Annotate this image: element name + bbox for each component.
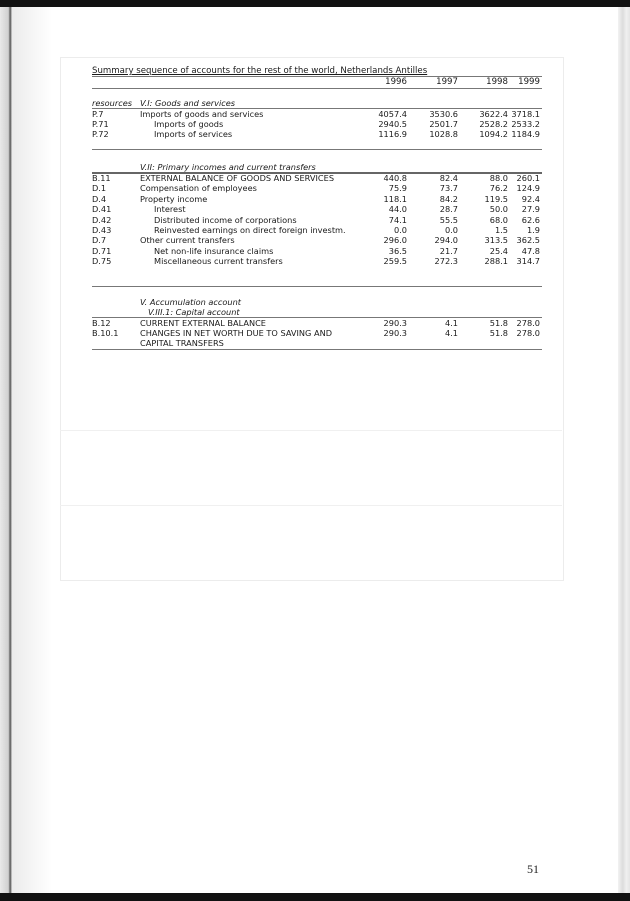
cell-1997: 4.1 — [444, 328, 458, 338]
table-bottom-rule — [92, 349, 542, 350]
row-code: D.1 — [92, 183, 107, 194]
bleed-through-line — [60, 430, 562, 431]
table-row — [92, 204, 542, 214]
cell-1997: 73.7 — [439, 183, 458, 194]
row-label: Property income — [140, 193, 208, 204]
cell-1997: 2501.7 — [429, 119, 458, 129]
row-label: Interest — [154, 204, 186, 215]
row-code: D.7 — [92, 235, 107, 246]
cell-1998: 51.8 — [489, 318, 508, 328]
row-label: Imports of goods — [154, 119, 224, 129]
table-row — [92, 109, 542, 119]
row-code: P.71 — [92, 119, 109, 129]
subsection-heading-row — [92, 307, 542, 317]
cell-1997: 0.0 — [444, 225, 458, 235]
row-label: CHANGES IN NET WORTH DUE TO SAVING AND — [140, 328, 333, 338]
cell-1996: 4057.4 — [378, 109, 407, 119]
table-row — [92, 173, 542, 183]
cell-1998: 1.5 — [494, 225, 508, 235]
subsection-heading: V.III.1: Capital account — [148, 307, 240, 317]
row-code: B.11 — [92, 173, 111, 183]
bleed-through-line — [60, 505, 562, 506]
row-code: D.71 — [92, 245, 112, 256]
header-rule — [92, 88, 542, 89]
cell-1999: 1184.9 — [511, 129, 540, 139]
row-label: EXTERNAL BALANCE OF GOODS AND SERVICES — [140, 173, 335, 183]
cell-1997: 272.3 — [434, 256, 458, 267]
row-code: D.41 — [92, 204, 112, 215]
cell-1996: 74.1 — [388, 214, 407, 225]
row-label: Distributed income of corporations — [154, 214, 297, 225]
page-edge — [618, 7, 630, 893]
cell-1996: 0.0 — [393, 225, 407, 235]
row-label: CAPITAL TRANSFERS — [140, 338, 224, 348]
cell-1999: 278.0 — [516, 328, 540, 338]
row-label: Reinvested earnings on direct foreign investm. — [154, 225, 346, 235]
cell-1997: 55.5 — [439, 214, 458, 225]
cell-1996: 290.3 — [383, 318, 407, 328]
row-code: B.12 — [92, 318, 111, 328]
row-label: Other current transfers — [140, 235, 235, 246]
cell-1998: 68.0 — [489, 214, 508, 225]
cell-1999: 2533.2 — [511, 119, 540, 129]
cell-1998: 25.4 — [489, 245, 508, 256]
row-code: D.42 — [92, 214, 112, 225]
cell-1997: 21.7 — [439, 245, 458, 256]
table-row — [92, 129, 542, 139]
cell-1999: 62.6 — [521, 214, 540, 225]
section-heading: V.II: Primary incomes and current transfers — [140, 162, 316, 172]
cell-1996: 1116.9 — [378, 129, 407, 139]
cell-1999: 27.9 — [521, 204, 540, 215]
table-row — [92, 246, 542, 256]
cell-1999: 47.8 — [521, 245, 540, 256]
cell-1998: 1094.2 — [479, 129, 508, 139]
cell-1998: 313.5 — [484, 235, 508, 246]
cell-1996: 290.3 — [383, 328, 407, 338]
cell-1996: 296.0 — [383, 235, 407, 246]
table-row — [92, 215, 542, 225]
cell-1996: 118.1 — [383, 193, 407, 204]
cell-1996: 44.0 — [388, 204, 407, 215]
cell-1997: 1028.8 — [429, 129, 458, 139]
table-row — [92, 194, 542, 204]
cell-1997: 294.0 — [434, 235, 458, 246]
section-rule — [92, 286, 542, 287]
table-row — [92, 318, 542, 328]
row-code: D.43 — [92, 225, 112, 235]
row-code: D.75 — [92, 256, 112, 267]
cell-1997: 82.4 — [439, 173, 458, 183]
section-heading-row — [92, 162, 542, 172]
row-code: B.10.1 — [92, 328, 119, 338]
scan-top-border — [0, 0, 630, 7]
cell-1997: 4.1 — [444, 318, 458, 328]
cell-1998: 3622.4 — [479, 109, 508, 119]
cell-1998: 119.5 — [484, 193, 508, 204]
section-heading-row — [92, 297, 542, 307]
row-code: P.7 — [92, 109, 104, 119]
cell-1998: 88.0 — [489, 173, 508, 183]
section-heading-row — [92, 98, 542, 108]
cell-1999: 362.5 — [516, 235, 540, 246]
side-label: resources — [92, 98, 133, 108]
table-row — [92, 183, 542, 193]
section-rule — [92, 149, 542, 150]
section-heading: V.I: Goods and services — [140, 98, 236, 108]
row-label: Miscellaneous current transfers — [154, 256, 283, 267]
page-number: 51 — [527, 862, 539, 876]
cell-1997: 84.2 — [439, 193, 458, 204]
table-row-continuation — [92, 338, 542, 348]
cell-1997: 28.7 — [439, 204, 458, 215]
cell-1998: 288.1 — [484, 256, 508, 267]
row-label: Imports of services — [154, 129, 233, 139]
row-code: D.4 — [92, 193, 107, 204]
cell-1996: 440.8 — [383, 173, 407, 183]
cell-1999: 278.0 — [516, 318, 540, 328]
row-code: P.72 — [92, 129, 109, 139]
cell-1998: 76.2 — [489, 183, 508, 194]
cell-1998: 51.8 — [489, 328, 508, 338]
book-spine-gutter — [0, 7, 12, 893]
table-row — [92, 119, 542, 129]
row-label: CURRENT EXTERNAL BALANCE — [140, 318, 266, 328]
cell-1998: 2528.2 — [479, 119, 508, 129]
table-row — [92, 328, 542, 338]
row-label: Imports of goods and services — [140, 109, 264, 119]
year-header: 1996 — [385, 77, 407, 87]
table-row — [92, 256, 542, 266]
year-header: 1999 — [518, 77, 540, 87]
cell-1999: 1.9 — [526, 225, 540, 235]
cell-1996: 36.5 — [388, 245, 407, 256]
cell-1996: 2940.5 — [378, 119, 407, 129]
cell-1998: 50.0 — [489, 204, 508, 215]
cell-1996: 75.9 — [388, 183, 407, 194]
year-header: 1997 — [436, 77, 458, 87]
cell-1999: 260.1 — [516, 173, 540, 183]
cell-1999: 3718.1 — [511, 109, 540, 119]
scan-bottom-border — [0, 893, 630, 901]
year-header-row — [92, 77, 542, 87]
row-label: Net non-life insurance claims — [154, 245, 274, 256]
row-label: Compensation of employees — [140, 183, 257, 194]
cell-1997: 3530.6 — [429, 109, 458, 119]
cell-1996: 259.5 — [383, 256, 407, 267]
year-header: 1998 — [486, 77, 508, 87]
cell-1999: 92.4 — [521, 193, 540, 204]
cell-1999: 314.7 — [516, 256, 540, 267]
table-title: Summary sequence of accounts for the rest of the world, Netherlands Antilles — [92, 66, 428, 76]
section-heading: V. Accumulation account — [140, 297, 242, 307]
table-row — [92, 235, 542, 245]
table-row — [92, 225, 542, 235]
spine-shadow — [12, 7, 52, 893]
cell-1999: 124.9 — [516, 183, 540, 194]
